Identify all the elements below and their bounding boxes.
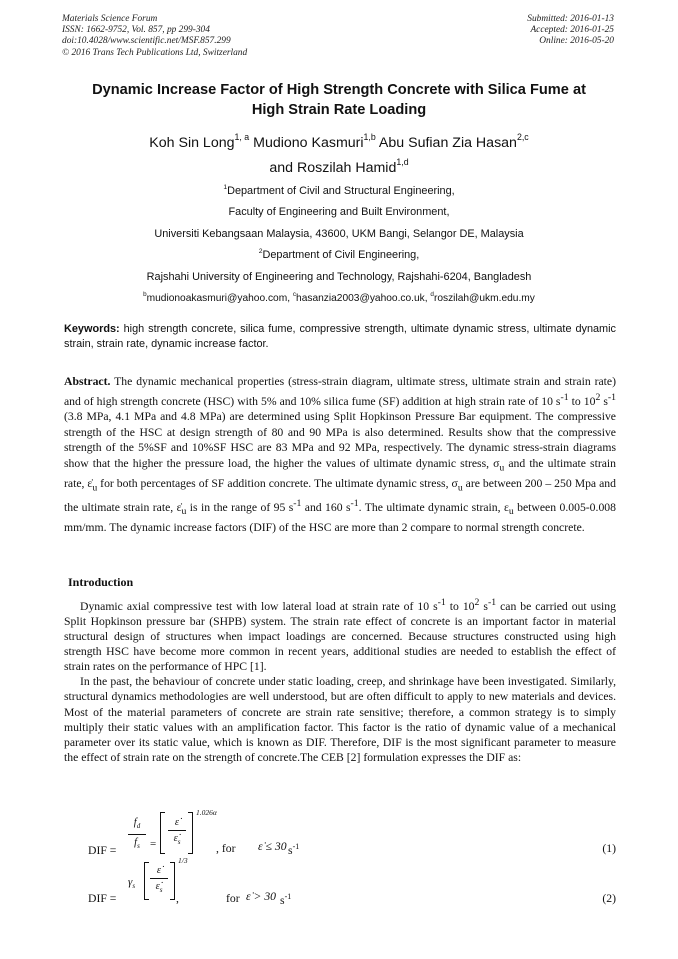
abstract-text: for both percentages of SF addition concrete. The ultimate dynamic stress, σ bbox=[97, 476, 458, 490]
journal-header bbox=[62, 14, 247, 59]
introduction-heading: Introduction bbox=[68, 575, 134, 589]
abstract-text: is in the range of 95 s bbox=[186, 500, 294, 514]
abstract-text: and 160 s bbox=[301, 500, 351, 514]
abstract-sub: u bbox=[92, 482, 98, 494]
intro-sup: -1 bbox=[437, 597, 446, 608]
author-name: Abu Sufian Zia Hasan bbox=[375, 135, 517, 151]
author-name: and Roszilah Hamid bbox=[269, 160, 397, 176]
submitted-date: Submitted: 2016-01-13 bbox=[527, 14, 614, 24]
abstract-label: Abstract. bbox=[64, 375, 111, 388]
unit bbox=[280, 892, 291, 907]
equation-condition: for bbox=[226, 892, 240, 905]
intro-text: s bbox=[479, 599, 488, 613]
abstract-sup: -1 bbox=[607, 391, 616, 403]
equation-number: (2) bbox=[602, 892, 616, 905]
affiliation-mark: 2 bbox=[258, 247, 263, 255]
strain-rate-symbol: ε̇ bbox=[156, 865, 162, 876]
author-affiliation-mark: 1,d bbox=[396, 157, 409, 168]
gamma-symbol bbox=[128, 876, 135, 890]
author-name: Mudiono Kasmuri bbox=[249, 135, 364, 151]
email-link[interactable]: roszilah@ukm.edu.my bbox=[433, 293, 535, 305]
strain-rate-symbol: ε̇ bbox=[174, 817, 180, 828]
author-name: Koh Sin Long bbox=[149, 135, 235, 151]
equation-exponent: 1.026α bbox=[196, 808, 217, 817]
equation-comma: , bbox=[176, 892, 179, 905]
email-line bbox=[40, 288, 638, 309]
abstract-sup: 2 bbox=[595, 391, 601, 403]
fs-symbol: f bbox=[134, 837, 138, 849]
intro-sup: 2 bbox=[474, 597, 480, 608]
author-affiliation-mark: 1, a bbox=[234, 132, 250, 143]
author-line-2 bbox=[40, 156, 638, 181]
equation-condition: , for bbox=[216, 842, 236, 855]
left-bracket bbox=[144, 862, 149, 900]
email-link[interactable]: hasanzia2003@yahoo.co.uk, bbox=[296, 293, 431, 305]
dates-header bbox=[527, 14, 614, 48]
equation-2 bbox=[64, 856, 616, 922]
stress-ratio-fraction bbox=[128, 816, 146, 853]
unit-text: s bbox=[280, 893, 285, 907]
email-mark: b bbox=[143, 291, 147, 299]
doi-line: doi:10.4028/www.scientific.net/MSF.857.299 bbox=[62, 36, 231, 47]
static-strain-rate-symbol: ε̇ bbox=[155, 881, 160, 892]
affiliation-line bbox=[40, 181, 638, 202]
right-bracket bbox=[170, 862, 175, 900]
condition-relation: ε̇ ≤ 30 bbox=[258, 840, 287, 853]
strain-rate-fraction bbox=[150, 864, 168, 897]
condition-relation: ε̇ > 30 bbox=[246, 890, 277, 903]
abstract-text: to 10 bbox=[568, 394, 596, 408]
right-bracket bbox=[188, 812, 193, 854]
abstract-text: The dynamic mechanical properties (stress-strain diagram, ultimate stress, ultimate strain and strain rate) and of high strength concrete (HSC) with 5% and 10% silica fume (SF) addition at high strain rate of 10 s bbox=[64, 375, 616, 408]
static-subscript: s bbox=[159, 886, 163, 895]
affiliation-text: Department of Civil and Structural Engineering, bbox=[227, 185, 455, 197]
paper-title bbox=[40, 80, 638, 120]
affiliation-text: Department of Civil Engineering, bbox=[262, 249, 420, 262]
author-affiliation-mark: 1,b bbox=[363, 132, 376, 143]
title-line-2: High Strain Rate Loading bbox=[251, 102, 427, 118]
intro-text: can be carried out using Split Hopkinson pressure bar (SHPB) system. The strain rate effect of concrete is an important factor in material structural design of structures when impact loadings are concerned. Because structures constructed using high strength HSC have become more common in recent years, additional studies are needed to establish the effect of strain rates on the performance of HPC [1]. bbox=[64, 599, 616, 674]
accepted-date: Accepted: 2016-01-25 bbox=[530, 25, 614, 36]
strain-rate-fraction bbox=[168, 816, 186, 849]
gamma-letter: γ bbox=[128, 876, 133, 888]
abstract-text: . The ultimate dynamic strain, ε bbox=[358, 500, 509, 514]
title-line-1: Dynamic Increase Factor of High Strength Concrete with Silica Fume at bbox=[92, 82, 586, 98]
author-list bbox=[40, 131, 638, 181]
keywords-text: high strength concrete, silica fume, compressive strength, ultimate dynamic stress, ultimate dynamic strain, strain rate, dynamic increase factor. bbox=[64, 323, 616, 351]
abstract-text: between 0.005-0.008 mm/mm. The dynamic increase factors (DIF) of the HSC are more than 2 compare to normal strength concrete. bbox=[64, 500, 616, 534]
email-link[interactable]: mudionoakasmuri@yahoo.com, bbox=[146, 293, 293, 305]
abstract-sup: -1 bbox=[560, 391, 569, 403]
journal-name: Materials Science Forum bbox=[62, 14, 158, 24]
abstract-text: are between 200 – 250 Mpa and the ultimate strain rate, ε̇ bbox=[64, 476, 616, 514]
abstract-sub: u bbox=[508, 505, 514, 517]
abstract-text: and the ultimate strain rate, ε̇ bbox=[64, 456, 616, 490]
intro-sup: -1 bbox=[487, 597, 497, 608]
abstract-sub: u bbox=[181, 505, 187, 517]
fraction-bar bbox=[168, 830, 186, 831]
unit bbox=[288, 842, 299, 857]
email-mark: c bbox=[292, 291, 297, 299]
intro-text: Dynamic axial compressive test with low lateral load at strain rate of 10 s bbox=[80, 599, 438, 613]
equation-number: (1) bbox=[602, 842, 616, 855]
affiliation-line bbox=[40, 245, 638, 266]
fd-symbol: f bbox=[133, 817, 137, 828]
keywords-section bbox=[64, 322, 616, 352]
abstract-sub: u bbox=[499, 462, 505, 474]
fd-subscript: d bbox=[136, 822, 141, 831]
intro-paragraph bbox=[64, 595, 616, 674]
left-bracket bbox=[160, 812, 165, 854]
intro-paragraph: In the past, the behaviour of concrete under static loading, creep, and shrinkage have been investigated. Similarly, structural dynamics methodologies are well understood, but are often difficult to apply to new materials and devices. Most of the material parameters of concrete are strain rate sensitive; therefore, a common strategy is to simply multiply their static values with an amplification factor. This factor is the ratio of dynamic value of a mechanical parameter over its static value, which is known as DIF. Therefore, DIF is the most significant parameter to measure the effect of strain rate on the strength of concrete.The CEB [2] formulation expresses the DIF as: bbox=[64, 675, 616, 764]
abstract-sub: u bbox=[457, 482, 463, 494]
unit-text: s bbox=[288, 843, 293, 857]
keywords-label: Keywords: bbox=[64, 323, 120, 335]
equation-exponent: 1/3 bbox=[178, 856, 188, 865]
author-line-1 bbox=[40, 131, 638, 156]
abstract-sup: -1 bbox=[293, 497, 302, 509]
affiliation-line: Faculty of Engineering and Built Environment, bbox=[228, 206, 450, 219]
affiliation-line: Universiti Kebangsaan Malaysia, 43600, UKM Bangi, Selangor DE, Malaysia bbox=[154, 227, 524, 240]
fs-subscript: s bbox=[137, 842, 140, 851]
equation-lhs: DIF = bbox=[88, 892, 117, 905]
affiliation-line: Rajshahi University of Engineering and Technology, Rajshahi-6204, Bangladesh bbox=[146, 270, 532, 283]
equals-sign: = bbox=[150, 838, 157, 850]
author-affiliation-mark: 2,c bbox=[516, 132, 529, 143]
email-mark: d bbox=[430, 291, 434, 299]
intro-text: to 10 bbox=[445, 599, 475, 613]
abstract-section bbox=[64, 374, 616, 535]
affiliation-mark: 1 bbox=[223, 183, 228, 191]
fraction-bar bbox=[150, 878, 168, 879]
static-strain-rate-symbol: ε̇ bbox=[173, 833, 178, 844]
abstract-sup: -1 bbox=[350, 497, 359, 509]
affiliations bbox=[40, 181, 638, 309]
gamma-subscript: s bbox=[132, 882, 136, 891]
fraction-bar bbox=[128, 834, 146, 835]
issn-line: ISSN: 1662-9752, Vol. 857, pp 299-304 bbox=[62, 25, 210, 36]
introduction-body bbox=[64, 595, 616, 765]
copyright-line: © 2016 Trans Tech Publications Ltd, Switzerland bbox=[62, 47, 248, 58]
abstract-text: (3.8 MPa, 4.1 MPa and 4.8 MPa) are determined using Split Hopkinson Pressure Bar equipment. The compressive strength of the HSC at design strength of 80 and 90 MPa is also determined. Results show that the compressive strength of the 5%SF and 10%SF HSC are 83 MPa and 92 MPa, respectively. The dynamic stress-strain diagrams show that the higher the pressure load, the higher the values of ultimate dynamic stress, σ bbox=[64, 410, 616, 470]
equation-lhs: DIF = bbox=[88, 844, 117, 857]
abstract-text: s bbox=[600, 394, 608, 408]
static-subscript: s bbox=[177, 838, 181, 847]
online-date: Online: 2016-05-20 bbox=[539, 36, 614, 47]
unit-sup: -1 bbox=[284, 892, 292, 901]
unit-sup: -1 bbox=[292, 842, 300, 851]
